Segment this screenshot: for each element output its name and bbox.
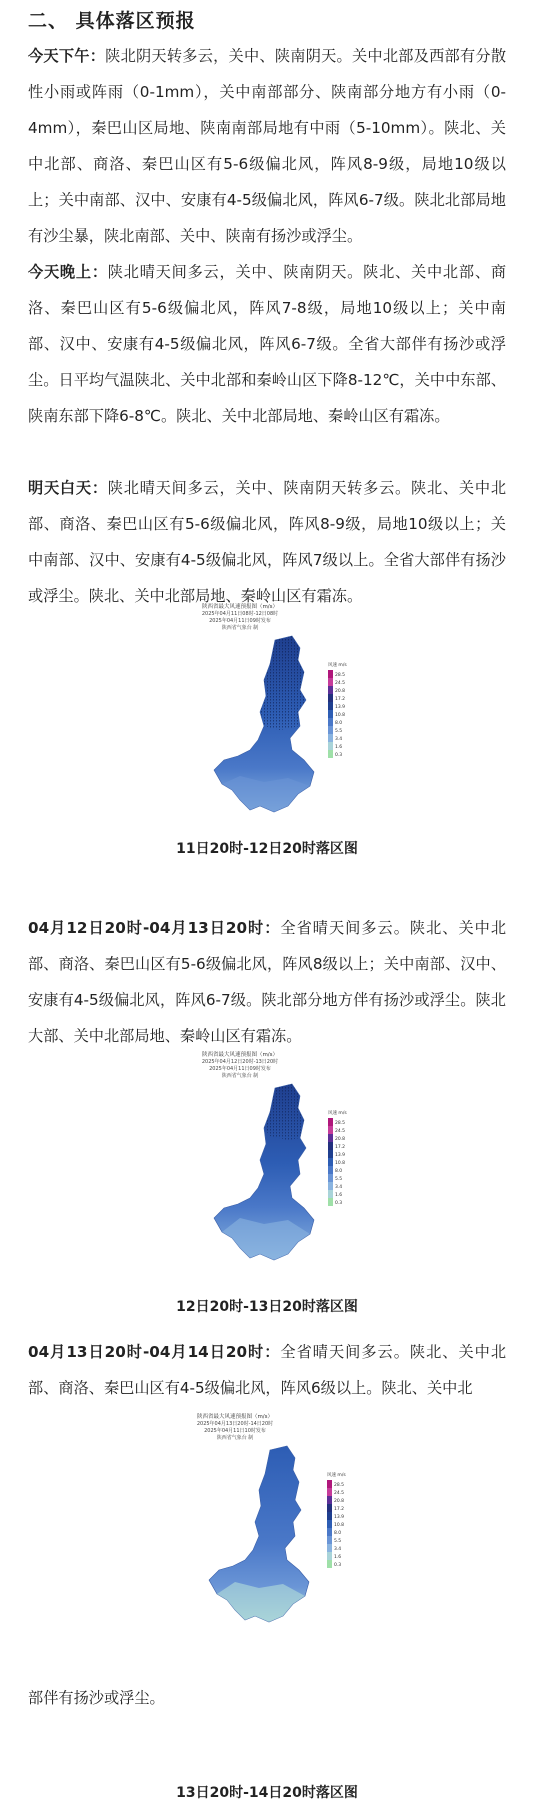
legend-label: 20.8 <box>335 1137 346 1142</box>
forecast-paragraph-evening <box>28 254 506 434</box>
legend-label: 17.2 <box>335 697 346 702</box>
legend-swatch <box>328 1126 333 1134</box>
legend-label: 13.9 <box>334 1515 345 1520</box>
legend-label: 3.4 <box>334 1547 342 1552</box>
legend-swatch <box>327 1520 332 1528</box>
legend-swatch <box>328 686 333 694</box>
legend-label: 5.5 <box>335 729 343 734</box>
legend-swatch <box>327 1536 332 1544</box>
paragraph-text: 部伴有扬沙或浮尘。 <box>28 1689 165 1707</box>
legend-title: 风速 m/s <box>328 1111 347 1116</box>
legend-swatch <box>328 1174 333 1182</box>
legend-label: 24.5 <box>335 1129 346 1134</box>
map-agency: 陕西省气象台 制 <box>216 1435 254 1441</box>
legend-label: 0.3 <box>335 1201 343 1206</box>
map-legend <box>327 1471 346 1568</box>
legend-label: 13.9 <box>335 1153 346 1158</box>
legend-swatch <box>328 1182 333 1190</box>
legend-label: 24.5 <box>335 681 346 686</box>
legend-swatch <box>327 1496 332 1504</box>
legend-label: 3.4 <box>335 737 343 742</box>
legend-swatch <box>328 694 333 702</box>
map-period: 2025年04月12日20时-13日20时 <box>201 1059 279 1065</box>
map-caption-1: 11日20时-12日20时落区图 <box>176 841 358 857</box>
map-agency: 陕西省气象台 制 <box>221 625 259 631</box>
legend-label: 10.8 <box>334 1523 345 1528</box>
legend-swatch <box>328 1198 333 1206</box>
legend-label: 0.3 <box>335 753 343 758</box>
paragraph-label: 04月12日20时-04月13日20时： <box>28 919 281 937</box>
legend-label: 28.5 <box>334 1483 345 1488</box>
legend-swatch <box>328 1118 333 1126</box>
paragraph-text: 陕北阴天转多云，关中、陕南阴天。关中北部及西部有分散性小雨或阵雨（0-1mm），关中南部部分、陕南部分地方有小雨（0-4mm），秦巴山区局地、陕南南部局地有中雨（5-10mm）。陕北、关中北部、商洛、秦巴山区有5-6级偏北风，阵风8-9级，局地10级以上；关中南部、汉中、安康有4-5级偏北风，阵风6-7级。陕北北部局地有沙尘暴，陕北南部、关中、陕南有扬沙或浮尘。 <box>28 47 507 245</box>
map-caption-3: 13日20时-14日20时落区图 <box>176 1785 358 1801</box>
paragraph-text: 全省晴天间多云。陕北、关中北部、商洛、秦巴山区有5-6级偏北风，阵风8级以上；关中南部、汉中、安康有4-5级偏北风，阵风6-7级。陕北部分地方伴有扬沙或浮尘。陕北大部、关中北部局地、秦岭山区有霜冻。 <box>28 919 507 1045</box>
legend-label: 1.6 <box>335 1193 343 1198</box>
map-title: 陕西省最大风速预报图（m/s） <box>201 604 279 610</box>
forecast-paragraph-afternoon <box>28 38 506 254</box>
paragraph-label: 04月13日20时-04月14日20时： <box>28 1343 281 1361</box>
legend-label: 8.0 <box>335 1169 343 1174</box>
legend-swatch <box>327 1504 332 1512</box>
legend-label: 17.2 <box>335 1145 346 1150</box>
legend-label: 1.6 <box>335 745 343 750</box>
legend-swatch <box>327 1544 332 1552</box>
legend-title: 风速 m/s <box>328 663 347 668</box>
legend-label: 28.5 <box>335 673 346 678</box>
legend-swatch <box>327 1560 332 1568</box>
map-title: 陕西省最大风速预报图（m/s） <box>201 1052 279 1058</box>
paragraph-text: 陕北晴天间多云，关中、陕南阴天。陕北、关中北部、商洛、秦巴山区有5-6级偏北风，阵风7-8级，局地10级以上；关中南部、汉中、安康有4-5级偏北风，阵风6-7级。全省大部伴有扬沙或浮尘。日平均气温陕北、关中北部和秦岭山区下降8-12℃，关中中东部、陕南东部下降6-8℃。陕北、关中北部局地、秦岭山区有霜冻。 <box>28 263 507 425</box>
legend-swatch <box>327 1512 332 1520</box>
legend-label: 10.8 <box>335 713 346 718</box>
forecast-paragraph-day2 <box>28 910 506 1054</box>
wind-map-1 <box>180 600 400 840</box>
forecast-paragraph-day3 <box>28 1334 506 1406</box>
forecast-paragraph-tomorrow <box>28 470 506 614</box>
paragraph-label: 明天白天： <box>28 479 108 497</box>
legend-swatch <box>327 1552 332 1560</box>
legend-swatch <box>328 1142 333 1150</box>
legend-label: 10.8 <box>335 1161 346 1166</box>
map-caption-2: 12日20时-13日20时落区图 <box>176 1299 358 1315</box>
legend-swatch <box>328 670 333 678</box>
legend-swatch <box>328 742 333 750</box>
legend-swatch <box>328 734 333 742</box>
legend-title: 风速 m/s <box>327 1473 346 1478</box>
legend-label: 17.2 <box>334 1507 345 1512</box>
map-legend <box>328 1109 347 1206</box>
paragraph-label: 今天晚上： <box>28 263 108 281</box>
legend-label: 20.8 <box>335 689 346 694</box>
legend-swatch <box>328 718 333 726</box>
map-agency: 陕西省气象台 制 <box>221 1073 259 1079</box>
map-issued: 2025年04月11日09时发布 <box>209 1066 271 1072</box>
legend-swatch <box>327 1480 332 1488</box>
legend-label: 5.5 <box>334 1539 342 1544</box>
map-period: 2025年04月13日20时-14日20时 <box>196 1421 274 1427</box>
legend-label: 0.3 <box>334 1563 342 1568</box>
map-issued: 2025年04月11日10时发布 <box>204 1428 266 1434</box>
legend-swatch <box>328 726 333 734</box>
legend-swatch <box>328 750 333 758</box>
legend-label: 20.8 <box>334 1499 345 1504</box>
paragraph-text: 陕北晴天间多云，关中、陕南阴天转多云。陕北、关中北部、商洛、秦巴山区有5-6级偏北风，阵风8-9级，局地10级以上；关中南部、汉中、安康有4-5级偏北风，阵风7级以上。全省大部伴有扬沙或浮尘。陕北、关中北部局地、秦岭山区有霜冻。 <box>28 479 507 605</box>
map-issued: 2025年04月11日09时发布 <box>209 618 271 624</box>
map-title: 陕西省最大风速预报图（m/s） <box>196 1414 274 1420</box>
legend-label: 3.4 <box>335 1185 343 1190</box>
wind-map-3 <box>165 1410 405 1670</box>
legend-swatch <box>327 1528 332 1536</box>
legend-swatch <box>328 1150 333 1158</box>
legend-label: 8.0 <box>334 1531 342 1536</box>
legend-label: 5.5 <box>335 1177 343 1182</box>
paragraph-label: 今天下午： <box>28 47 106 65</box>
legend-swatch <box>328 1158 333 1166</box>
section-title: 二、 具体落区预报 <box>28 10 196 32</box>
legend-swatch <box>328 1190 333 1198</box>
forecast-paragraph-day3-continued <box>28 1680 506 1716</box>
legend-swatch <box>328 1166 333 1174</box>
legend-swatch <box>328 1134 333 1142</box>
legend-swatch <box>328 710 333 718</box>
map-period: 2025年04月11日08时-12日08时 <box>201 611 279 617</box>
legend-label: 13.9 <box>335 705 346 710</box>
legend-swatch <box>328 678 333 686</box>
legend-label: 8.0 <box>335 721 343 726</box>
legend-label: 28.5 <box>335 1121 346 1126</box>
legend-label: 24.5 <box>334 1491 345 1496</box>
legend-swatch <box>328 702 333 710</box>
wind-map-2 <box>180 1048 400 1298</box>
legend-swatch <box>327 1488 332 1496</box>
map-legend <box>328 661 347 758</box>
paragraph-text: 全省晴天间多云。陕北、关中北部、商洛、秦巴山区有4-5级偏北风，阵风6级以上。陕北、关中北 <box>28 1343 507 1397</box>
legend-label: 1.6 <box>334 1555 342 1560</box>
